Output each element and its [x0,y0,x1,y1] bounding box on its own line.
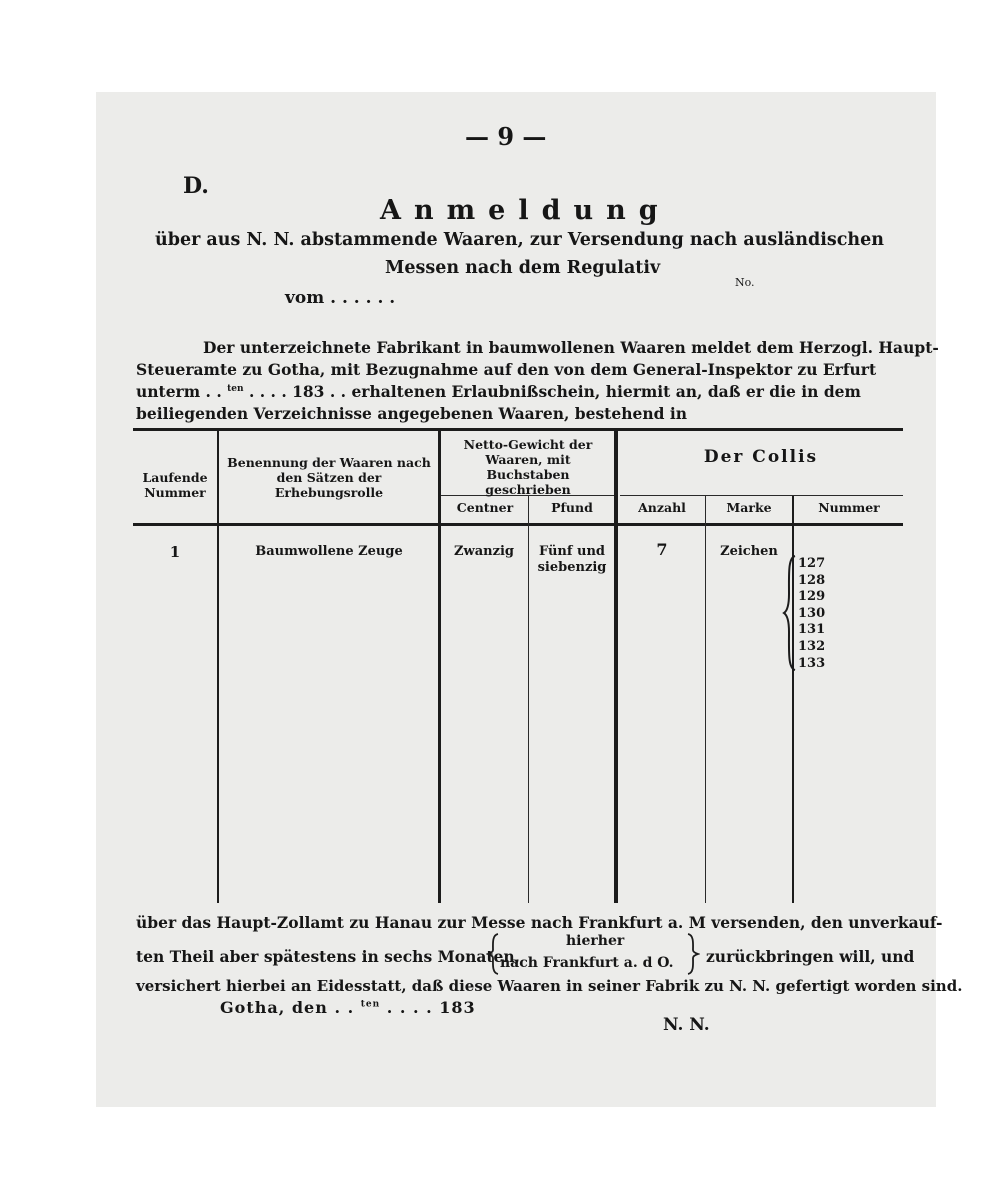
document-title: Anmeldung [380,195,671,226]
row-pfund: Fünf und siebenzig [537,544,607,575]
col-divider-2 [438,431,441,903]
intro-line-4: beiliegenden Verzeichnisse angegebenen Waaren, bestehend in [136,404,687,423]
row-centner: Zwanzig [454,544,514,559]
intro-line-3 [136,382,861,401]
subtitle-line-1: über aus N. N. abstammende Waaren, zur Versendung nach ausländischen [155,230,884,250]
header-lfd: Laufende Nummer [142,470,208,500]
nummer-item: 127 [798,556,826,571]
row-anzahl: 7 [656,540,668,559]
signature: N. N. [663,1015,710,1035]
intro-line-3-start: unterm . . [136,382,228,401]
option-hierher: hierher [566,933,625,949]
header-benennung: Benennung der Waaren nach den Sätzen der Erhebungsrolle [227,455,431,500]
intro-line-3-sup: ten [227,383,244,394]
col-divider-1 [217,431,219,903]
header-collis: Der Collis [703,447,819,467]
nummer-item: 128 [798,572,826,588]
nummer-item: 129 [798,589,826,605]
nummer-item: 132 [798,638,826,654]
closing-line-3: versichert hierbei an Eidesstatt, daß diese Waaren in seiner Fabrik zu N. N. gefertigt worden sind. [136,977,963,995]
date-start: Gotha, den . . [220,998,361,1017]
col-divider-4 [614,431,618,903]
nummer-item: 130 [798,605,826,621]
header-anzahl: Anzahl [638,500,686,515]
option-frankfurt-oder: nach Frankfurt a. d O. [500,955,674,971]
subtitle-line-2: Messen nach dem Regulativ [385,258,661,278]
intro-line-1: Der unterzeichnete Fabrikant in baumwollenen Waaren meldet dem Herzogl. Haupt- [203,338,939,357]
date-line [220,998,476,1017]
date-sup: ten [360,999,381,1010]
row-lfd: 1 [169,543,181,561]
option-brace-right [686,932,700,976]
header-pfund: Pfund [551,500,593,515]
section-letter: D. [183,173,209,199]
row-benennung: Baumwollene Zeuge [255,544,403,559]
header-marke: Marke [726,500,772,515]
table-top-rule [133,428,903,431]
intro-line-2: Steueramte zu Gotha, mit Bezugnahme auf den von dem General-Inspektor zu Erfurt [136,360,877,379]
row-marke: Zeichen [720,544,778,559]
page-number: — 9 — [465,122,547,151]
header-centner: Centner [456,500,514,515]
vom-line: vom . . . . . . [285,288,396,308]
nummer-list [798,556,825,672]
intro-line-3-end: . . . . 183 . . erhaltenen Erlaubnißschein, hiermit an, daß er die in dem [243,382,861,401]
closing-line-2-start: ten Theil aber spätestens in sechs Monaten, [136,947,521,966]
nummer-item: 131 [798,622,826,638]
collis-subheader-rule [620,495,903,496]
number-brace [782,554,798,672]
header-nummer: Nummer [818,500,880,515]
closing-line-2-end: zurückbringen will, und [706,947,915,966]
col-divider-5 [705,496,706,903]
nummer-item: 133 [798,655,826,671]
header-gewicht: Netto-Gewicht der Waaren, mit Buchstaben geschrieben [463,437,593,497]
table-header-rule [133,523,903,526]
option-brace-left [486,932,500,976]
number-mark: No. [735,276,755,289]
closing-line-1: über das Haupt-Zollamt zu Hanau zur Messe nach Frankfurt a. M versenden, den unverkauf- [136,913,943,932]
col-divider-3 [528,496,529,903]
date-end: . . . . 183 [380,998,476,1017]
